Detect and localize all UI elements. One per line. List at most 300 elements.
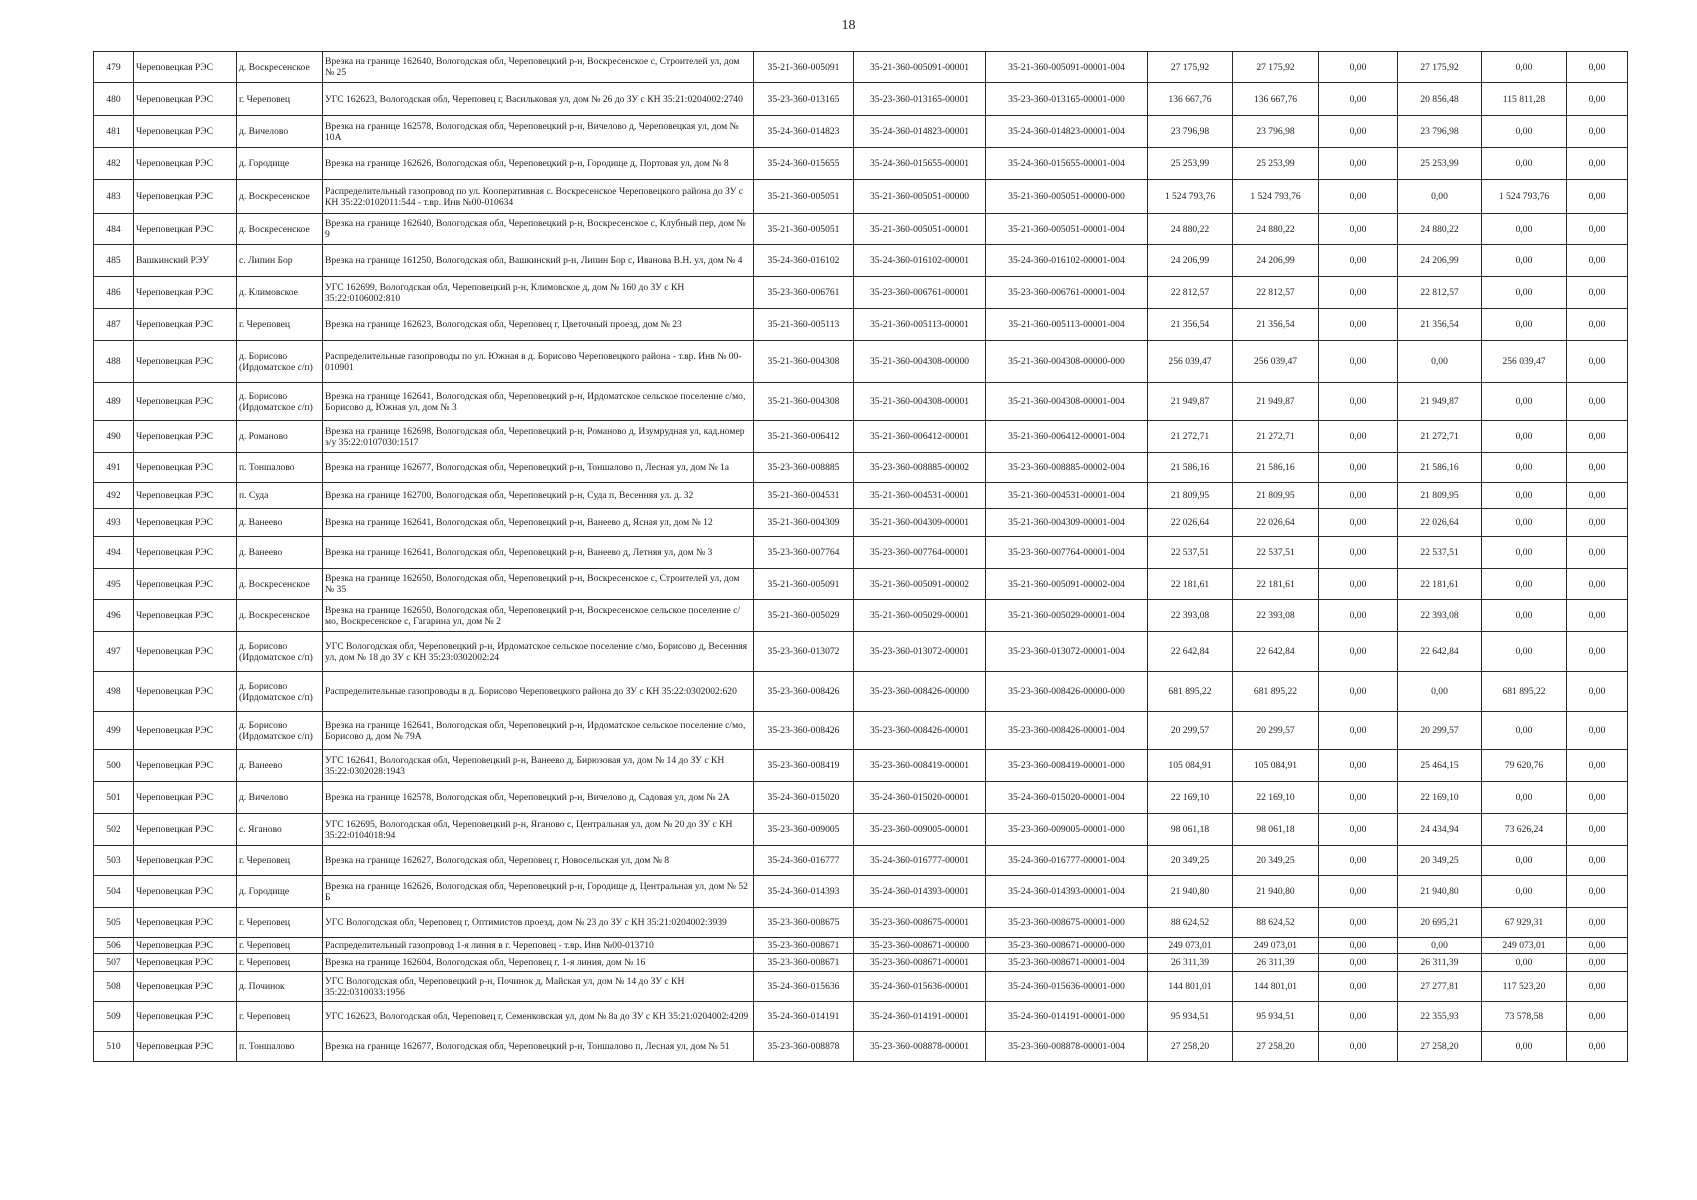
object-code-cell: 35-21-360-004309: [754, 509, 854, 537]
value-5-cell: 0,00: [1482, 309, 1567, 341]
value-4-cell: 22 026,64: [1398, 509, 1482, 537]
object-description-cell: Врезка на границе 162604, Вологодская обл, Череповец г, 1-я линия, дом № 16: [323, 954, 754, 972]
value-3-cell: 0,00: [1319, 509, 1398, 537]
value-3-cell: 0,00: [1319, 876, 1398, 908]
row-number: 494: [94, 537, 134, 569]
table-row: [94, 569, 1628, 600]
object-description-cell: Распределительные газопроводы в д. Борисово Череповецкого района до ЗУ с КН 35:22:0302002:620: [323, 672, 754, 712]
row-number: 507: [94, 954, 134, 972]
object-code-cell: 35-24-360-016102: [754, 245, 854, 277]
locality-cell: п. Тоншалово: [237, 1032, 323, 1062]
object-code-cell: 35-24-360-014823: [754, 116, 854, 148]
value-2-cell: 95 934,51: [1233, 1002, 1319, 1032]
table-row: [94, 814, 1628, 846]
value-2-cell: 98 061,18: [1233, 814, 1319, 846]
value-4-cell: 20 299,57: [1398, 712, 1482, 750]
row-number: 500: [94, 750, 134, 782]
element-code-cell: 35-23-360-008426-00001-004: [986, 712, 1148, 750]
subobject-code-cell: 35-21-360-005051-00000: [854, 180, 986, 214]
value-3-cell: 0,00: [1319, 309, 1398, 341]
locality-cell: д. Борисово (Ирдоматское с/п): [237, 383, 323, 421]
value-6-cell: 0,00: [1567, 421, 1628, 453]
object-description-cell: Врезка на границе 162677, Вологодская обл, Череповецкий р-н, Тоншалово п, Лесная ул, дом № 1а: [323, 453, 754, 483]
locality-cell: г. Череповец: [237, 1002, 323, 1032]
row-number: 486: [94, 277, 134, 309]
value-5-cell: 681 895,22: [1482, 672, 1567, 712]
object-description-cell: Врезка на границе 162650, Вологодская обл, Череповецкий р-н, Воскресенское сельское поселение с/мо, Воскресенское с, Гагарина ул, дом № 2: [323, 600, 754, 632]
table-row: [94, 483, 1628, 509]
subobject-code-cell: 35-21-360-005091-00001: [854, 52, 986, 83]
value-3-cell: 0,00: [1319, 954, 1398, 972]
row-number: 501: [94, 782, 134, 814]
value-4-cell: 21 949,87: [1398, 383, 1482, 421]
subobject-code-cell: 35-24-360-016777-00001: [854, 846, 986, 876]
value-2-cell: 24 206,99: [1233, 245, 1319, 277]
value-3-cell: 0,00: [1319, 632, 1398, 672]
value-6-cell: 0,00: [1567, 116, 1628, 148]
row-number: 493: [94, 509, 134, 537]
value-4-cell: 0,00: [1398, 180, 1482, 214]
object-description-cell: УГС 162623, Вологодская обл, Череповец г, Васильковая ул, дом № 26 до ЗУ с КН 35:21:0204002:2740: [323, 83, 754, 116]
object-description-cell: Врезка на границе 162641, Вологодская обл, Череповецкий р-н, Ирдоматское сельское поселение с/мо, Борисово д, Южная ул, дом № 3: [323, 383, 754, 421]
object-description-cell: УГС Вологодская обл, Череповецкий р-н, Ирдоматское сельское поселение с/мо, Борисово д, Весенняя ул, дом № 18 до ЗУ с КН 35:23:0302002:24: [323, 632, 754, 672]
table-row: [94, 421, 1628, 453]
subobject-code-cell: 35-23-360-009005-00001: [854, 814, 986, 846]
subobject-code-cell: 35-21-360-005051-00001: [854, 214, 986, 245]
row-number: 488: [94, 341, 134, 383]
element-code-cell: 35-24-360-014823-00001-004: [986, 116, 1148, 148]
element-code-cell: 35-24-360-015655-00001-004: [986, 148, 1148, 180]
row-number: 484: [94, 214, 134, 245]
value-3-cell: 0,00: [1319, 1002, 1398, 1032]
element-code-cell: 35-21-360-005051-00001-004: [986, 214, 1148, 245]
locality-cell: с. Липин Бор: [237, 245, 323, 277]
locality-cell: г. Череповец: [237, 83, 323, 116]
object-description-cell: УГС 162699, Вологодская обл, Череповецкий р-н, Климовское д, дом № 160 до ЗУ с КН 35:22:0106002:810: [323, 277, 754, 309]
subobject-code-cell: 35-23-360-008419-00001: [854, 750, 986, 782]
value-6-cell: 0,00: [1567, 83, 1628, 116]
value-5-cell: 73 626,24: [1482, 814, 1567, 846]
rees-cell: Череповецкая РЭС: [134, 972, 237, 1002]
rees-cell: Череповецкая РЭС: [134, 782, 237, 814]
table-row: [94, 245, 1628, 277]
value-6-cell: 0,00: [1567, 1002, 1628, 1032]
element-code-cell: 35-23-360-008675-00001-000: [986, 908, 1148, 938]
table-row: [94, 537, 1628, 569]
object-description-cell: УГС 162695, Вологодская обл, Череповецкий р-н, Яганово с, Центральная ул, дом № 20 до ЗУ с КН 35:22:0104018:94: [323, 814, 754, 846]
value-5-cell: 0,00: [1482, 600, 1567, 632]
total-value-cell: 24 880,22: [1148, 214, 1233, 245]
value-2-cell: 27 175,92: [1233, 52, 1319, 83]
value-2-cell: 144 801,01: [1233, 972, 1319, 1002]
element-code-cell: 35-21-360-005091-00002-004: [986, 569, 1148, 600]
locality-cell: г. Череповец: [237, 309, 323, 341]
value-6-cell: 0,00: [1567, 148, 1628, 180]
object-description-cell: УГС 162623, Вологодская обл, Череповец г, Семенковская ул, дом № 8а до ЗУ с КН 35:21:0204002:4209: [323, 1002, 754, 1032]
subobject-code-cell: 35-23-360-013072-00001: [854, 632, 986, 672]
object-code-cell: 35-21-360-005113: [754, 309, 854, 341]
rees-cell: Череповецкая РЭС: [134, 750, 237, 782]
row-number: 498: [94, 672, 134, 712]
total-value-cell: 27 175,92: [1148, 52, 1233, 83]
table-row: [94, 341, 1628, 383]
value-5-cell: 0,00: [1482, 537, 1567, 569]
total-value-cell: 21 940,80: [1148, 876, 1233, 908]
element-code-cell: 35-21-360-006412-00001-004: [986, 421, 1148, 453]
table-row: [94, 750, 1628, 782]
value-2-cell: 22 026,64: [1233, 509, 1319, 537]
object-code-cell: 35-21-360-005051: [754, 214, 854, 245]
value-3-cell: 0,00: [1319, 245, 1398, 277]
value-6-cell: 0,00: [1567, 277, 1628, 309]
element-code-cell: 35-23-360-008671-00000-000: [986, 938, 1148, 954]
value-3-cell: 0,00: [1319, 52, 1398, 83]
value-3-cell: 0,00: [1319, 1032, 1398, 1062]
total-value-cell: 88 624,52: [1148, 908, 1233, 938]
value-4-cell: 27 258,20: [1398, 1032, 1482, 1062]
rees-cell: Череповецкая РЭС: [134, 83, 237, 116]
value-6-cell: 0,00: [1567, 1032, 1628, 1062]
object-code-cell: 35-23-360-008675: [754, 908, 854, 938]
value-3-cell: 0,00: [1319, 938, 1398, 954]
row-number: 482: [94, 148, 134, 180]
total-value-cell: 25 253,99: [1148, 148, 1233, 180]
value-6-cell: 0,00: [1567, 908, 1628, 938]
subobject-code-cell: 35-23-360-007764-00001: [854, 537, 986, 569]
table-row: [94, 712, 1628, 750]
value-2-cell: 25 253,99: [1233, 148, 1319, 180]
rees-cell: Череповецкая РЭС: [134, 712, 237, 750]
object-code-cell: 35-23-360-008426: [754, 672, 854, 712]
locality-cell: д. Воскресенское: [237, 180, 323, 214]
value-5-cell: 0,00: [1482, 453, 1567, 483]
value-6-cell: 0,00: [1567, 214, 1628, 245]
value-3-cell: 0,00: [1319, 814, 1398, 846]
element-code-cell: 35-21-360-004308-00001-004: [986, 383, 1148, 421]
value-5-cell: 0,00: [1482, 1032, 1567, 1062]
object-code-cell: 35-21-360-004308: [754, 341, 854, 383]
rees-cell: Череповецкая РЭС: [134, 1032, 237, 1062]
value-2-cell: 681 895,22: [1233, 672, 1319, 712]
page-number: 18: [841, 18, 856, 33]
value-4-cell: 21 272,71: [1398, 421, 1482, 453]
value-4-cell: 0,00: [1398, 341, 1482, 383]
subobject-code-cell: 35-23-360-008671-00001: [854, 954, 986, 972]
value-3-cell: 0,00: [1319, 972, 1398, 1002]
table-row: [94, 509, 1628, 537]
subobject-code-cell: 35-23-360-013165-00001: [854, 83, 986, 116]
locality-cell: с. Яганово: [237, 814, 323, 846]
object-description-cell: Распределительные газопроводы по ул. Южная в д. Борисово Череповецкого района - т.вр. Инв № 00-010901: [323, 341, 754, 383]
table-row: [94, 972, 1628, 1002]
value-4-cell: 22 393,08: [1398, 600, 1482, 632]
rees-cell: Череповецкая РЭС: [134, 537, 237, 569]
value-6-cell: 0,00: [1567, 569, 1628, 600]
value-4-cell: 22 169,10: [1398, 782, 1482, 814]
value-2-cell: 22 642,84: [1233, 632, 1319, 672]
row-number: 505: [94, 908, 134, 938]
rees-cell: Череповецкая РЭС: [134, 938, 237, 954]
value-3-cell: 0,00: [1319, 846, 1398, 876]
object-description-cell: Врезка на границе 162700, Вологодская обл, Череповецкий р-н, Суда п, Весенняя ул. д. 32: [323, 483, 754, 509]
value-5-cell: 249 073,01: [1482, 938, 1567, 954]
value-3-cell: 0,00: [1319, 83, 1398, 116]
registry-table: [93, 51, 1628, 1062]
value-6-cell: 0,00: [1567, 383, 1628, 421]
value-3-cell: 0,00: [1319, 341, 1398, 383]
rees-cell: Череповецкая РЭС: [134, 214, 237, 245]
subobject-code-cell: 35-21-360-004308-00000: [854, 341, 986, 383]
value-2-cell: 23 796,98: [1233, 116, 1319, 148]
value-2-cell: 20 299,57: [1233, 712, 1319, 750]
row-number: 499: [94, 712, 134, 750]
value-3-cell: 0,00: [1319, 672, 1398, 712]
value-5-cell: 1 524 793,76: [1482, 180, 1567, 214]
table-row: [94, 846, 1628, 876]
value-3-cell: 0,00: [1319, 600, 1398, 632]
element-code-cell: 35-23-360-008671-00001-004: [986, 954, 1148, 972]
element-code-cell: 35-21-360-004308-00000-000: [986, 341, 1148, 383]
object-description-cell: Врезка на границе 162698, Вологодская обл, Череповецкий р-н, Романово д, Изумрудная ул, кад.номер з/у 35:22:0107030:1517: [323, 421, 754, 453]
value-2-cell: 136 667,76: [1233, 83, 1319, 116]
subobject-code-cell: 35-21-360-004309-00001: [854, 509, 986, 537]
value-2-cell: 22 537,51: [1233, 537, 1319, 569]
total-value-cell: 21 586,16: [1148, 453, 1233, 483]
value-3-cell: 0,00: [1319, 782, 1398, 814]
total-value-cell: 21 272,71: [1148, 421, 1233, 453]
object-code-cell: 35-24-360-014393: [754, 876, 854, 908]
row-number: 504: [94, 876, 134, 908]
value-4-cell: 21 940,80: [1398, 876, 1482, 908]
locality-cell: д. Вичелово: [237, 116, 323, 148]
element-code-cell: 35-23-360-013072-00001-004: [986, 632, 1148, 672]
locality-cell: д. Борисово (Ирдоматское с/п): [237, 632, 323, 672]
subobject-code-cell: 35-21-360-004308-00001: [854, 383, 986, 421]
value-4-cell: 25 464,15: [1398, 750, 1482, 782]
object-code-cell: 35-24-360-015020: [754, 782, 854, 814]
element-code-cell: 35-24-360-015636-00001-000: [986, 972, 1148, 1002]
value-4-cell: 0,00: [1398, 938, 1482, 954]
locality-cell: п. Суда: [237, 483, 323, 509]
element-code-cell: 35-23-360-013165-00001-000: [986, 83, 1148, 116]
object-code-cell: 35-23-360-007764: [754, 537, 854, 569]
subobject-code-cell: 35-23-360-008426-00000: [854, 672, 986, 712]
row-number: 508: [94, 972, 134, 1002]
value-4-cell: 0,00: [1398, 672, 1482, 712]
rees-cell: Череповецкая РЭС: [134, 600, 237, 632]
row-number: 481: [94, 116, 134, 148]
object-code-cell: 35-23-360-013165: [754, 83, 854, 116]
value-5-cell: 0,00: [1482, 483, 1567, 509]
locality-cell: г. Череповец: [237, 954, 323, 972]
value-3-cell: 0,00: [1319, 483, 1398, 509]
subobject-code-cell: 35-23-360-008885-00002: [854, 453, 986, 483]
total-value-cell: 22 026,64: [1148, 509, 1233, 537]
value-3-cell: 0,00: [1319, 116, 1398, 148]
element-code-cell: 35-23-360-006761-00001-004: [986, 277, 1148, 309]
object-code-cell: 35-23-360-008878: [754, 1032, 854, 1062]
value-3-cell: 0,00: [1319, 421, 1398, 453]
value-4-cell: 22 642,84: [1398, 632, 1482, 672]
total-value-cell: 256 039,47: [1148, 341, 1233, 383]
total-value-cell: 26 311,39: [1148, 954, 1233, 972]
value-6-cell: 0,00: [1567, 632, 1628, 672]
element-code-cell: 35-23-360-009005-00001-000: [986, 814, 1148, 846]
object-description-cell: Врезка на границе 162578, Вологодская обл, Череповецкий р-н, Вичелово д, Садовая ул, дом № 2А: [323, 782, 754, 814]
rees-cell: Череповецкая РЭС: [134, 672, 237, 712]
row-number: 492: [94, 483, 134, 509]
value-6-cell: 0,00: [1567, 712, 1628, 750]
total-value-cell: 23 796,98: [1148, 116, 1233, 148]
rees-cell: Череповецкая РЭС: [134, 908, 237, 938]
subobject-code-cell: 35-23-360-006761-00001: [854, 277, 986, 309]
element-code-cell: 35-23-360-008878-00001-004: [986, 1032, 1148, 1062]
rees-cell: Череповецкая РЭС: [134, 180, 237, 214]
locality-cell: д. Борисово (Ирдоматское с/п): [237, 672, 323, 712]
total-value-cell: 249 073,01: [1148, 938, 1233, 954]
total-value-cell: 22 812,57: [1148, 277, 1233, 309]
element-code-cell: 35-24-360-014191-00001-000: [986, 1002, 1148, 1032]
value-5-cell: 117 523,20: [1482, 972, 1567, 1002]
subobject-code-cell: 35-21-360-006412-00001: [854, 421, 986, 453]
value-5-cell: 0,00: [1482, 632, 1567, 672]
row-number: 487: [94, 309, 134, 341]
object-code-cell: 35-21-360-005091: [754, 569, 854, 600]
value-4-cell: 27 175,92: [1398, 52, 1482, 83]
subobject-code-cell: 35-24-360-016102-00001: [854, 245, 986, 277]
value-6-cell: 0,00: [1567, 876, 1628, 908]
rees-cell: Череповецкая РЭС: [134, 148, 237, 180]
locality-cell: д. Ванеево: [237, 537, 323, 569]
table-row: [94, 277, 1628, 309]
value-2-cell: 24 880,22: [1233, 214, 1319, 245]
value-5-cell: 0,00: [1482, 148, 1567, 180]
total-value-cell: 22 537,51: [1148, 537, 1233, 569]
value-3-cell: 0,00: [1319, 453, 1398, 483]
value-2-cell: 22 169,10: [1233, 782, 1319, 814]
row-number: 497: [94, 632, 134, 672]
value-4-cell: 25 253,99: [1398, 148, 1482, 180]
subobject-code-cell: 35-21-360-005091-00002: [854, 569, 986, 600]
locality-cell: д. Борисово (Ирдоматское с/п): [237, 341, 323, 383]
rees-cell: Череповецкая РЭС: [134, 453, 237, 483]
rees-cell: Череповецкая РЭС: [134, 814, 237, 846]
rees-cell: Череповецкая РЭС: [134, 876, 237, 908]
row-number: 480: [94, 83, 134, 116]
total-value-cell: 21 809,95: [1148, 483, 1233, 509]
rees-cell: Череповецкая РЭС: [134, 509, 237, 537]
subobject-code-cell: 35-24-360-015636-00001: [854, 972, 986, 1002]
object-code-cell: 35-23-360-008885: [754, 453, 854, 483]
row-number: 510: [94, 1032, 134, 1062]
object-code-cell: 35-21-360-004308: [754, 383, 854, 421]
object-code-cell: 35-23-360-008419: [754, 750, 854, 782]
value-5-cell: 0,00: [1482, 277, 1567, 309]
total-value-cell: 22 169,10: [1148, 782, 1233, 814]
table-row: [94, 876, 1628, 908]
object-description-cell: Врезка на границе 161250, Вологодская обл, Вашкинский р-н, Липин Бор с, Иванова В.Н. ул, дом № 4: [323, 245, 754, 277]
value-4-cell: 20 695,21: [1398, 908, 1482, 938]
value-6-cell: 0,00: [1567, 245, 1628, 277]
object-description-cell: Врезка на границе 162677, Вологодская обл, Череповецкий р-н, Тоншалово п, Лесная ул, дом № 51: [323, 1032, 754, 1062]
object-code-cell: 35-23-360-008671: [754, 938, 854, 954]
value-2-cell: 21 586,16: [1233, 453, 1319, 483]
value-2-cell: 88 624,52: [1233, 908, 1319, 938]
table-row: [94, 782, 1628, 814]
value-6-cell: 0,00: [1567, 954, 1628, 972]
value-2-cell: 22 812,57: [1233, 277, 1319, 309]
element-code-cell: 35-21-360-005091-00001-004: [986, 52, 1148, 83]
value-3-cell: 0,00: [1319, 277, 1398, 309]
value-4-cell: 24 880,22: [1398, 214, 1482, 245]
object-description-cell: УГС Вологодская обл, Череповец г, Оптимистов проезд, дом № 23 до ЗУ с КН 35:21:0204002:3939: [323, 908, 754, 938]
value-5-cell: 0,00: [1482, 509, 1567, 537]
value-6-cell: 0,00: [1567, 52, 1628, 83]
value-3-cell: 0,00: [1319, 148, 1398, 180]
locality-cell: д. Воскресенское: [237, 600, 323, 632]
object-code-cell: 35-23-360-009005: [754, 814, 854, 846]
value-5-cell: 0,00: [1482, 954, 1567, 972]
value-2-cell: 27 258,20: [1233, 1032, 1319, 1062]
value-4-cell: 24 206,99: [1398, 245, 1482, 277]
object-description-cell: Распределительный газопровод по ул. Кооперативная с. Воскресенское Череповецкого района до ЗУ с КН 35:22:0102011:544 - т.вр. Инв №00-010634: [323, 180, 754, 214]
rees-cell: Череповецкая РЭС: [134, 383, 237, 421]
rees-cell: Череповецкая РЭС: [134, 421, 237, 453]
value-5-cell: 0,00: [1482, 421, 1567, 453]
object-description-cell: УГС 162641, Вологодская обл, Череповецкий р-н, Ванеево д, Бирюзовая ул, дом № 14 до ЗУ с КН 35:22:0302028:1943: [323, 750, 754, 782]
value-3-cell: 0,00: [1319, 537, 1398, 569]
value-3-cell: 0,00: [1319, 214, 1398, 245]
value-2-cell: 22 393,08: [1233, 600, 1319, 632]
subobject-code-cell: 35-21-360-005029-00001: [854, 600, 986, 632]
value-4-cell: 21 356,54: [1398, 309, 1482, 341]
value-2-cell: 21 809,95: [1233, 483, 1319, 509]
value-4-cell: 27 277,81: [1398, 972, 1482, 1002]
rees-cell: Череповецкая РЭС: [134, 483, 237, 509]
locality-cell: д. Городище: [237, 876, 323, 908]
row-number: 489: [94, 383, 134, 421]
value-5-cell: 0,00: [1482, 383, 1567, 421]
element-code-cell: 35-24-360-016777-00001-004: [986, 846, 1148, 876]
element-code-cell: 35-23-360-008419-00001-000: [986, 750, 1148, 782]
value-4-cell: 23 796,98: [1398, 116, 1482, 148]
table-row: [94, 83, 1628, 116]
row-number: 495: [94, 569, 134, 600]
subobject-code-cell: 35-23-360-008878-00001: [854, 1032, 986, 1062]
element-code-cell: 35-24-360-015020-00001-004: [986, 782, 1148, 814]
object-description-cell: Врезка на границе 162641, Вологодская обл, Череповецкий р-н, Ирдоматское сельское поселение с/мо, Борисово д, дом № 79А: [323, 712, 754, 750]
rees-cell: Череповецкая РЭС: [134, 116, 237, 148]
value-6-cell: 0,00: [1567, 453, 1628, 483]
table-row: [94, 309, 1628, 341]
row-number: 503: [94, 846, 134, 876]
total-value-cell: 21 949,87: [1148, 383, 1233, 421]
value-5-cell: 0,00: [1482, 569, 1567, 600]
subobject-code-cell: 35-21-360-004531-00001: [854, 483, 986, 509]
object-description-cell: Врезка на границе 162626, Вологодская обл, Череповецкий р-н, Городище д, Портовая ул, дом № 8: [323, 148, 754, 180]
element-code-cell: 35-21-360-004531-00001-004: [986, 483, 1148, 509]
subobject-code-cell: 35-24-360-014823-00001: [854, 116, 986, 148]
value-3-cell: 0,00: [1319, 180, 1398, 214]
locality-cell: д. Ванеево: [237, 509, 323, 537]
object-description-cell: Распределительный газопровод 1-я линия в г. Череповец - т.вр. Инв №00-013710: [323, 938, 754, 954]
row-number: 506: [94, 938, 134, 954]
row-number: 509: [94, 1002, 134, 1032]
value-6-cell: 0,00: [1567, 509, 1628, 537]
table-row: [94, 453, 1628, 483]
total-value-cell: 24 206,99: [1148, 245, 1233, 277]
object-description-cell: Врезка на границе 162626, Вологодская обл, Череповецкий р-н, Городище д, Центральная ул, дом № 52 Б: [323, 876, 754, 908]
